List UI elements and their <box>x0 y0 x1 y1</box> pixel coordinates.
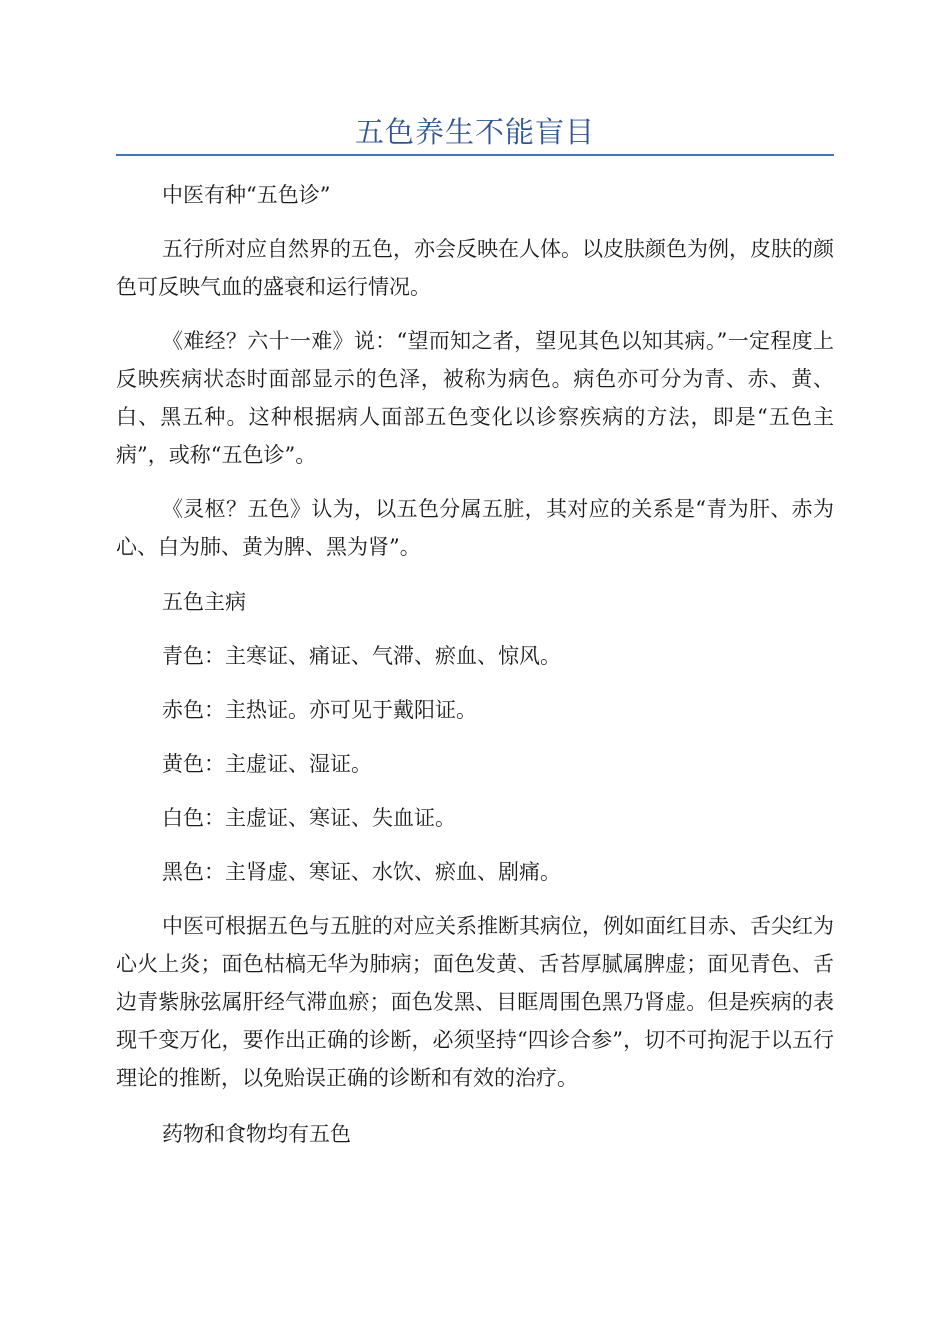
paragraph-nanjing-quote: 《难经？六十一难》说：“望而知之者，望见其色以知其病。”一定程度上反映疾病状态时面部显示的色泽，被称为病色。病色亦可分为青、赤、黄、白、黑五种。这种根据病人面部五色变化以诊察疾病的方法，即是“五色主病”，或称“五色诊”。 <box>116 329 834 467</box>
paragraph-medicine-food-heading: 药物和食物均有五色 <box>162 1122 351 1146</box>
paragraph-diagnosis-inference: 中医可根据五色与五脏的对应关系推断其病位，例如面红目赤、舌尖红为心火上炎；面色枯槁无华为肺病；面色发黄、舌苔厚腻属脾虚；面见青色、舌边青紫脉弦属肝经气滞血瘀；面色发黑、目眶周围色黑乃肾虚。但是疾病的表现千变万化，要作出正确的诊断，必须坚持“四诊合参”，切不可拘泥于以五行理论的推断，以免贻误正确的诊断和有效的治疗。 <box>116 914 834 1090</box>
paragraph-black-color: 黑色：主肾虚、寒证、水饮、瘀血、剧痛。 <box>162 860 561 884</box>
paragraph-lingshu-five-colors: 《灵枢？五色》认为，以五色分属五脏，其对应的关系是“青为肝、赤为心、白为肺、黄为脾、黑为肾”。 <box>116 497 834 559</box>
paragraph-five-elements-skin: 五行所对应自然界的五色，亦会反映在人体。以皮肤颜色为例，皮肤的颜色可反映气血的盛衰和运行情况。 <box>116 237 834 299</box>
paragraph-white-color: 白色：主虚证、寒证、失血证。 <box>162 806 456 830</box>
title-underline-rule <box>116 154 834 156</box>
paragraph-red-color: 赤色：主热证。亦可见于戴阳证。 <box>162 698 477 722</box>
paragraph-yellow-color: 黄色：主虚证、湿证。 <box>162 752 372 776</box>
paragraph-five-color-diagnosis-heading: 中医有种“五色诊” <box>162 183 331 207</box>
paragraph-five-color-disease-heading: 五色主病 <box>162 590 246 614</box>
paragraph-cyan-color: 青色：主寒证、痛证、气滞、瘀血、惊风。 <box>162 644 561 668</box>
document-title: 五色养生不能盲目 <box>354 115 595 149</box>
